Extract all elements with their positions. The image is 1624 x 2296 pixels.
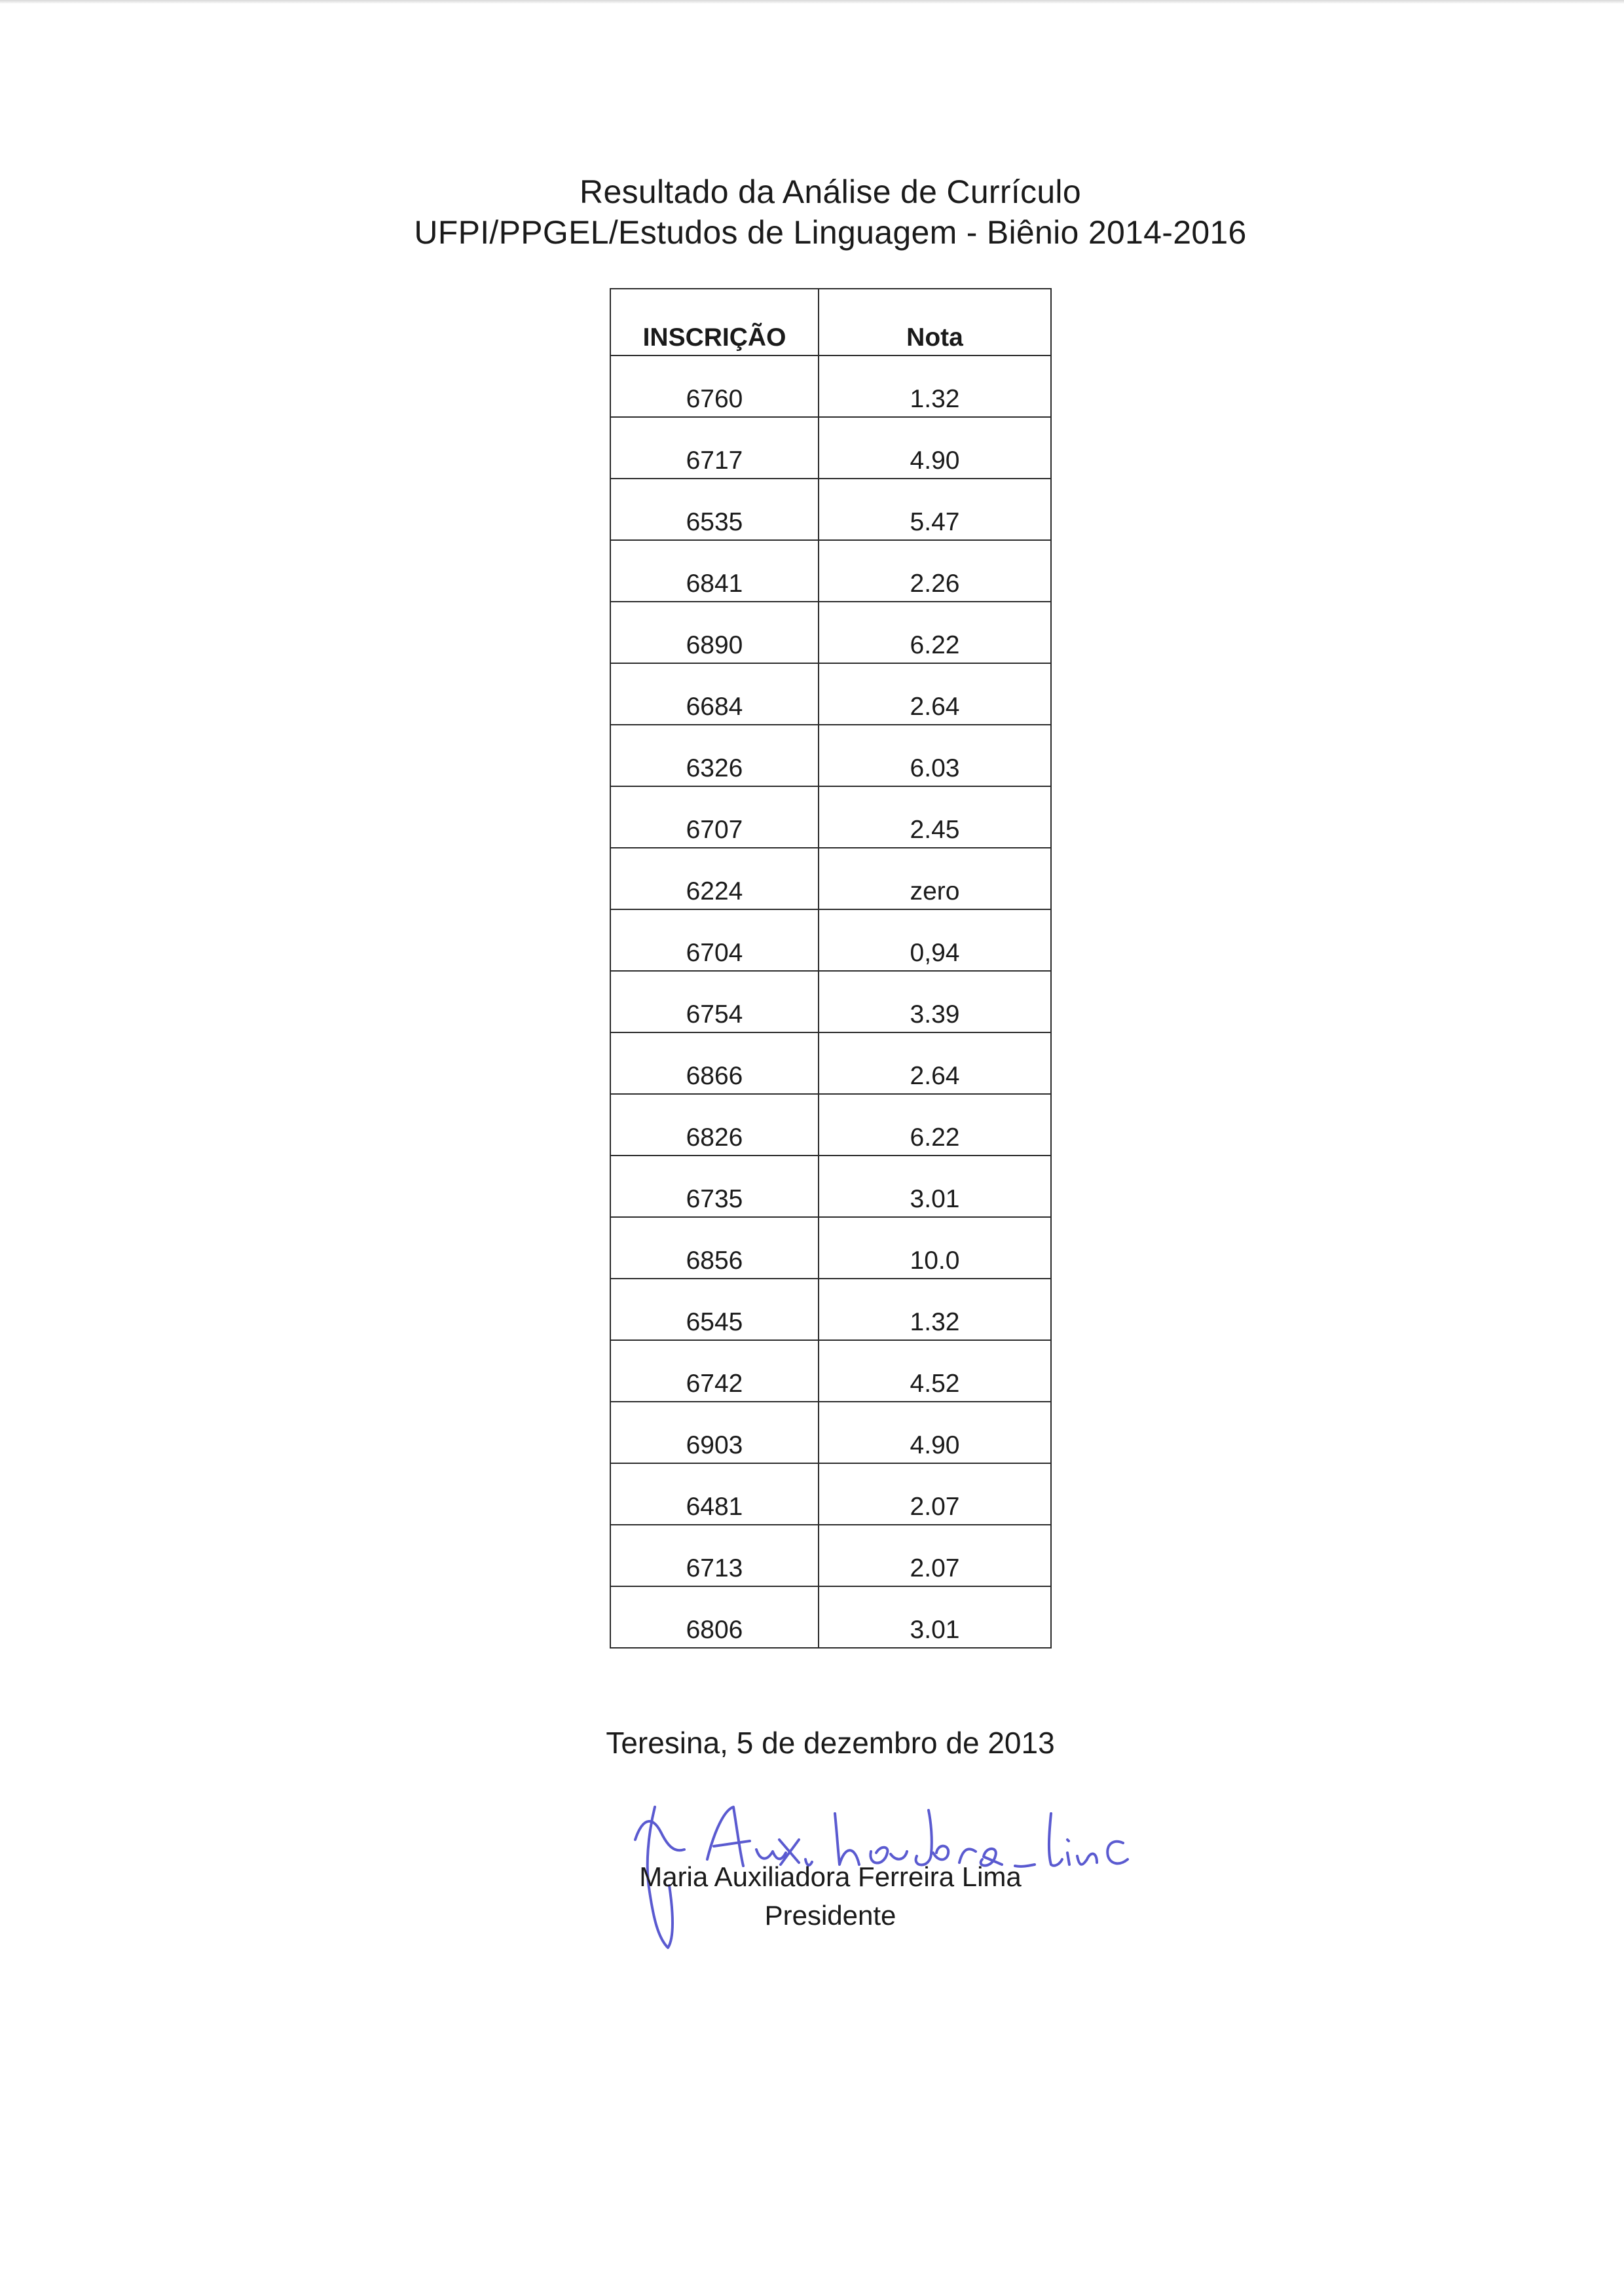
results-body xyxy=(610,355,1051,1648)
nota-cell: 4.52 xyxy=(819,1340,1051,1402)
table-row xyxy=(610,1094,1051,1156)
inscricao-cell: 6826 xyxy=(610,1094,819,1156)
document-title: Resultado da Análise de Currículo xyxy=(580,173,1081,210)
place-date: Teresina, 5 de dezembro de 2013 xyxy=(606,1726,1055,1760)
nota-cell: 10.0 xyxy=(819,1217,1051,1279)
document-subtitle: UFPI/PPGEL/Estudos de Linguagem - Biênio 2014-2016 xyxy=(414,214,1247,251)
nota-cell: 2.07 xyxy=(819,1525,1051,1586)
nota-cell: zero xyxy=(819,848,1051,909)
inscricao-cell: 6707 xyxy=(610,786,819,848)
nota-cell: 3.01 xyxy=(819,1156,1051,1217)
nota-cell: 2.64 xyxy=(819,663,1051,725)
table-row xyxy=(610,663,1051,725)
column-header-inscricao: INSCRIÇÃO xyxy=(610,289,819,355)
table-row xyxy=(610,848,1051,909)
nota-cell: 4.90 xyxy=(819,417,1051,479)
table-row xyxy=(610,602,1051,663)
inscricao-cell: 6890 xyxy=(610,602,819,663)
table-row xyxy=(610,355,1051,417)
table-row xyxy=(610,1402,1051,1463)
nota-cell: 4.90 xyxy=(819,1402,1051,1463)
nota-cell: 6.22 xyxy=(819,602,1051,663)
inscricao-cell: 6742 xyxy=(610,1340,819,1402)
table-row xyxy=(610,1217,1051,1279)
inscricao-cell: 6535 xyxy=(610,479,819,540)
inscricao-cell: 6717 xyxy=(610,417,819,479)
inscricao-cell: 6684 xyxy=(610,663,819,725)
table-row xyxy=(610,786,1051,848)
signer-role: Presidente xyxy=(764,1900,896,1931)
table-row xyxy=(610,725,1051,786)
table-row xyxy=(610,1279,1051,1340)
inscricao-cell: 6713 xyxy=(610,1525,819,1586)
inscricao-cell: 6224 xyxy=(610,848,819,909)
inscricao-cell: 6841 xyxy=(610,540,819,602)
nota-cell: 2.07 xyxy=(819,1463,1051,1525)
inscricao-cell: 6326 xyxy=(610,725,819,786)
inscricao-cell: 6806 xyxy=(610,1586,819,1648)
nota-cell: 3.39 xyxy=(819,971,1051,1032)
inscricao-cell: 6704 xyxy=(610,909,819,971)
table-row xyxy=(610,909,1051,971)
table-header-row xyxy=(610,289,1051,355)
inscricao-cell: 6760 xyxy=(610,355,819,417)
nota-cell: 3.01 xyxy=(819,1586,1051,1648)
nota-cell: 1.32 xyxy=(819,1279,1051,1340)
inscricao-cell: 6754 xyxy=(610,971,819,1032)
table-row xyxy=(610,1156,1051,1217)
table-row xyxy=(610,1032,1051,1094)
table-row xyxy=(610,540,1051,602)
inscricao-cell: 6856 xyxy=(610,1217,819,1279)
table-row xyxy=(610,971,1051,1032)
nota-cell: 0,94 xyxy=(819,909,1051,971)
document-header xyxy=(0,172,1624,253)
column-header-nota: Nota xyxy=(819,289,1051,355)
table-row xyxy=(610,417,1051,479)
nota-cell: 2.26 xyxy=(819,540,1051,602)
table-row xyxy=(610,479,1051,540)
scan-edge xyxy=(0,0,1624,4)
inscricao-cell: 6481 xyxy=(610,1463,819,1525)
inscricao-cell: 6903 xyxy=(610,1402,819,1463)
table-row xyxy=(610,1525,1051,1586)
nota-cell: 2.45 xyxy=(819,786,1051,848)
nota-cell: 2.64 xyxy=(819,1032,1051,1094)
inscricao-cell: 6866 xyxy=(610,1032,819,1094)
nota-cell: 6.03 xyxy=(819,725,1051,786)
nota-cell: 5.47 xyxy=(819,479,1051,540)
inscricao-cell: 6545 xyxy=(610,1279,819,1340)
nota-cell: 1.32 xyxy=(819,355,1051,417)
nota-cell: 6.22 xyxy=(819,1094,1051,1156)
table-row xyxy=(610,1463,1051,1525)
results-table xyxy=(610,288,1052,1649)
table-row xyxy=(610,1586,1051,1648)
inscricao-cell: 6735 xyxy=(610,1156,819,1217)
signer-name: Maria Auxiliadora Ferreira Lima xyxy=(639,1861,1022,1892)
table-row xyxy=(610,1340,1051,1402)
